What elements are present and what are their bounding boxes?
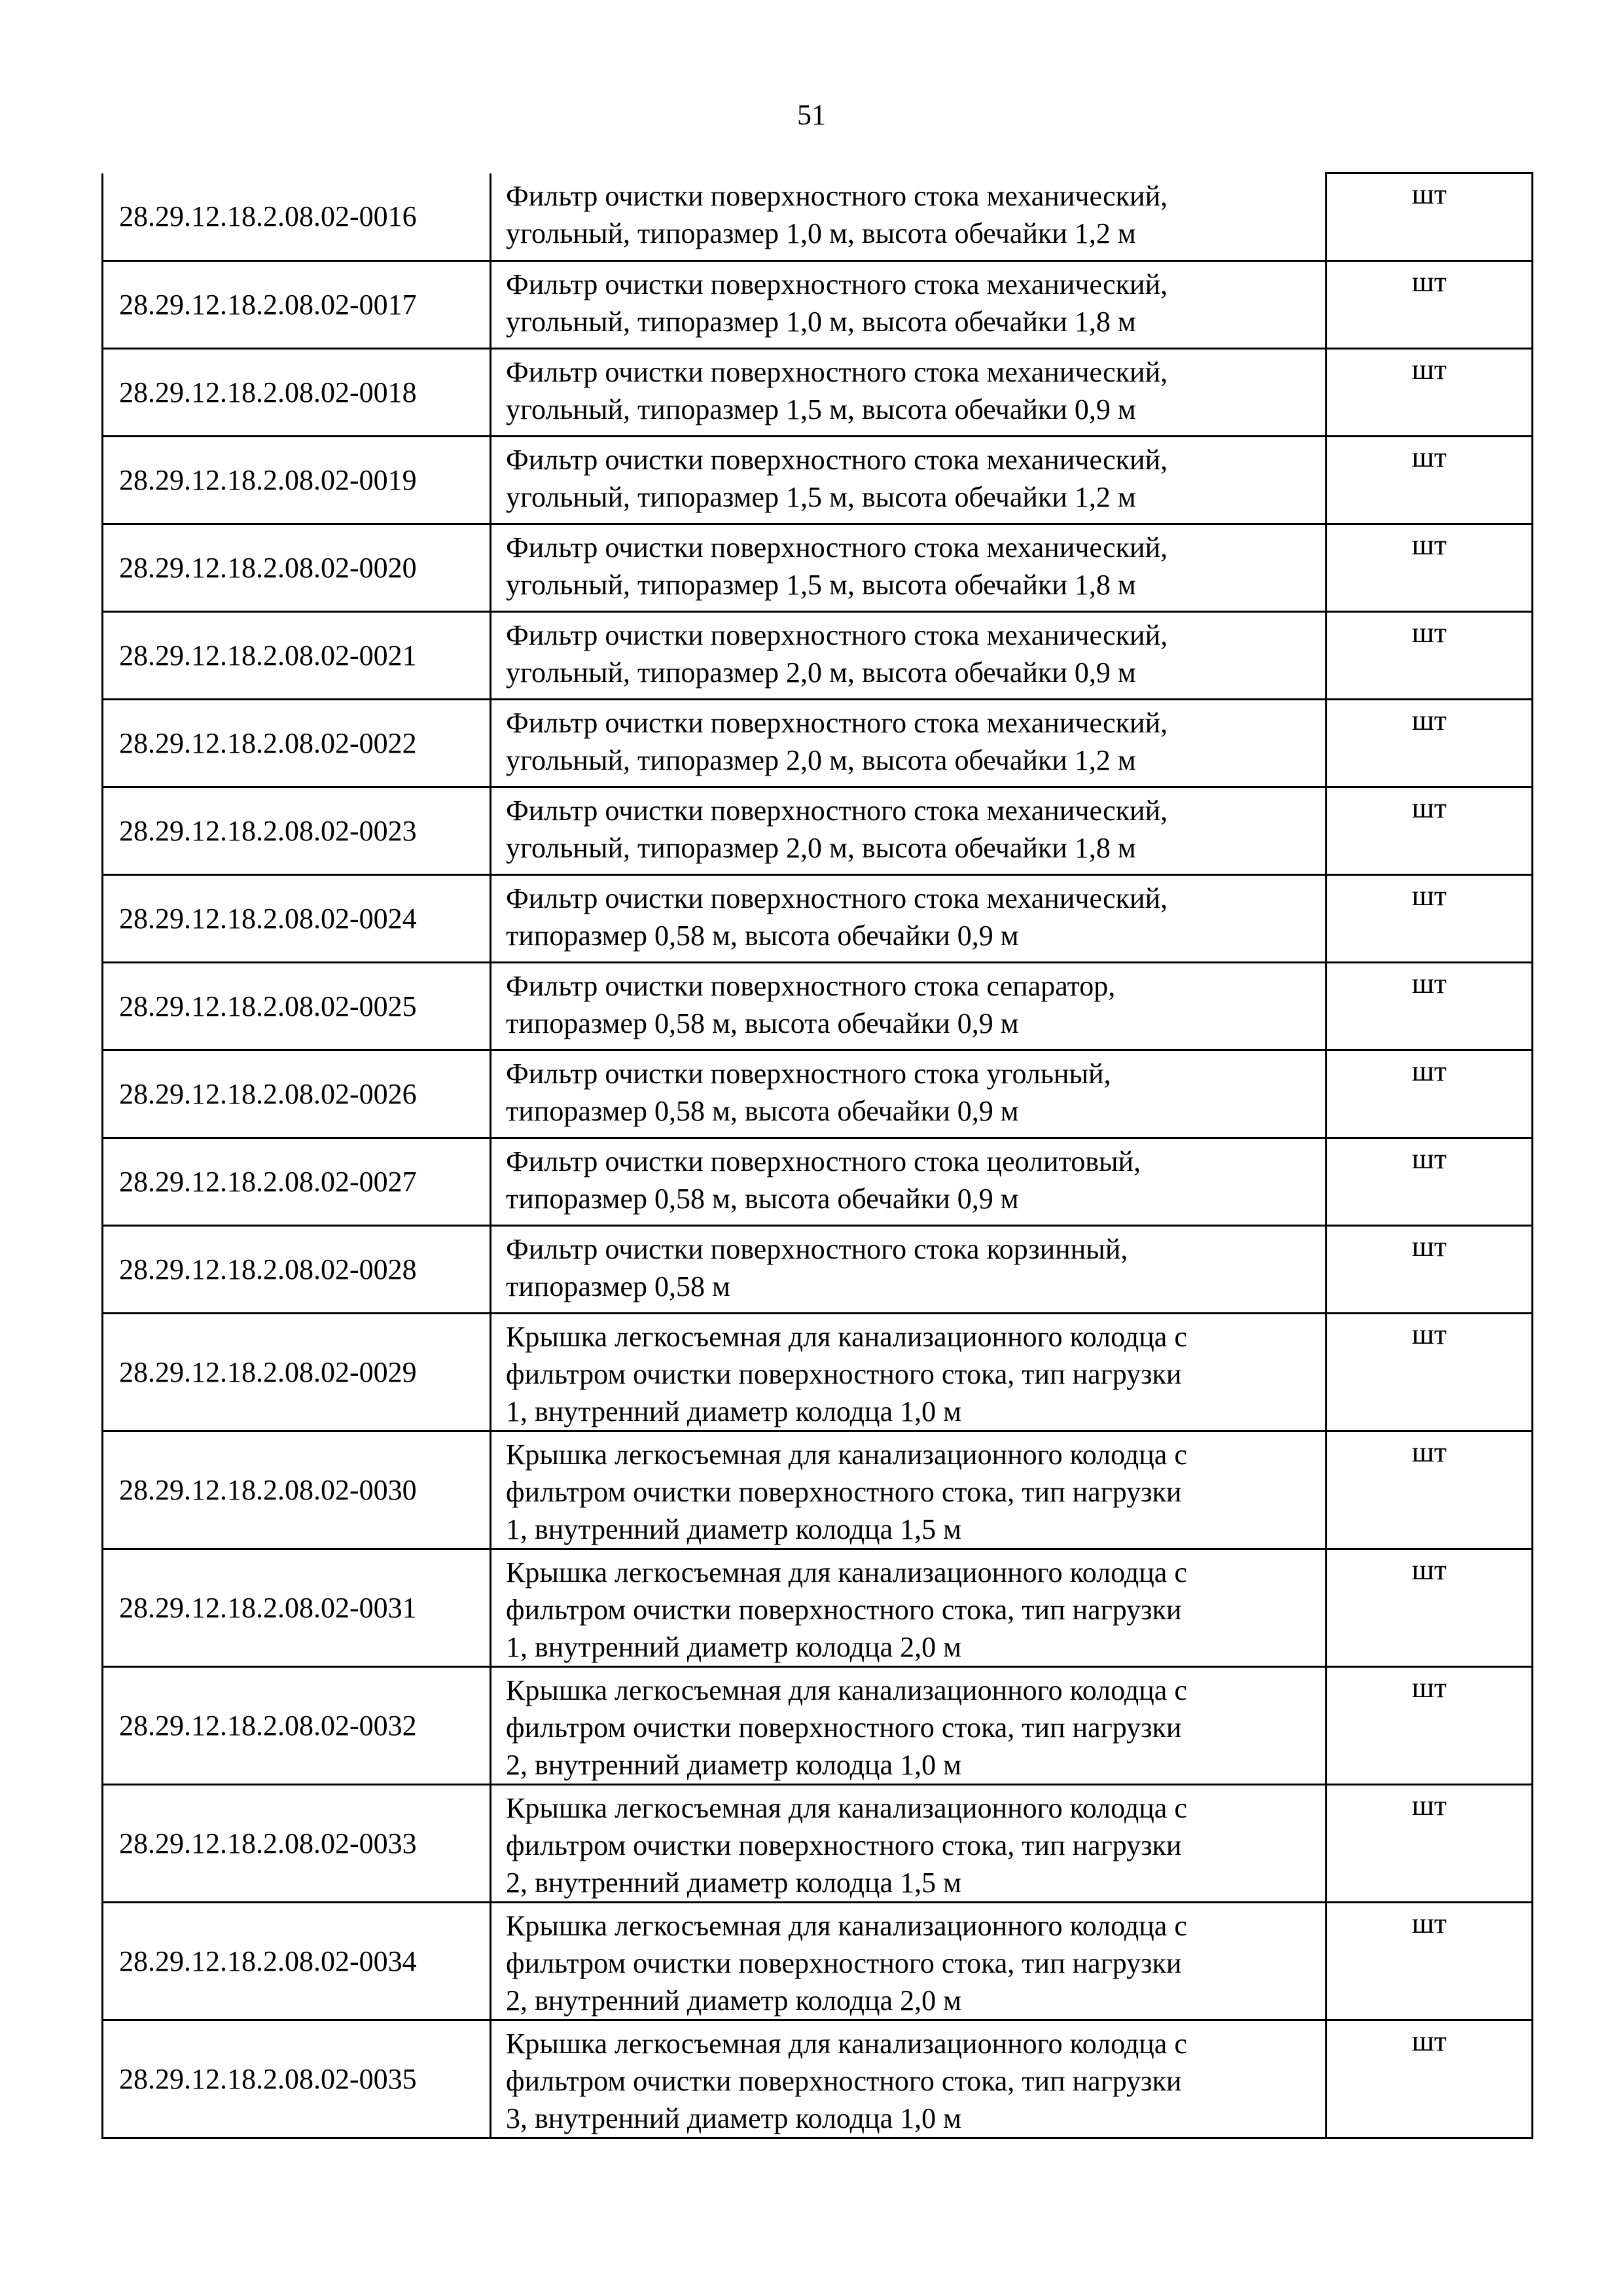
table-row <box>103 700 1533 787</box>
resource-name <box>491 349 1327 437</box>
resource-code: 28.29.12.18.2.08.02-0018 <box>103 349 491 437</box>
resource-name <box>491 787 1327 875</box>
resource-unit: шт <box>1327 1431 1533 1549</box>
table-row <box>103 1226 1533 1314</box>
resource-name <box>491 1226 1327 1314</box>
resource-name-line: угольный, типоразмер 2,0 м, высота обечайки 1,2 м <box>506 744 1136 776</box>
table-row <box>103 1050 1533 1138</box>
resource-name-line: фильтром очистки поверхностного стока, тип нагрузки <box>506 1712 1182 1744</box>
resource-name-line: Крышка легкосъемная для канализационного колодца с <box>506 2028 1187 2060</box>
resource-name-line: Фильтр очистки поверхностного стока механический, <box>506 882 1168 914</box>
resource-name-line: Фильтр очистки поверхностного стока угольный, <box>506 1058 1111 1090</box>
resource-name-line: типоразмер 0,58 м <box>506 1270 730 1302</box>
table-row <box>103 1431 1533 1549</box>
resource-name <box>491 1667 1327 1785</box>
table-row <box>103 963 1533 1050</box>
resource-unit: шт <box>1327 173 1533 261</box>
resource-name-line: фильтром очистки поверхностного стока, тип нагрузки <box>506 2065 1182 2097</box>
resource-code: 28.29.12.18.2.08.02-0024 <box>103 875 491 963</box>
resource-name-line: типоразмер 0,58 м, высота обечайки 0,9 м <box>506 1007 1019 1039</box>
table-row <box>103 349 1533 437</box>
resource-unit: шт <box>1327 700 1533 787</box>
resource-code: 28.29.12.18.2.08.02-0033 <box>103 1785 491 1903</box>
table-row <box>103 2020 1533 2138</box>
resource-code: 28.29.12.18.2.08.02-0019 <box>103 437 491 524</box>
resource-code: 28.29.12.18.2.08.02-0021 <box>103 612 491 700</box>
resource-name-line: угольный, типоразмер 1,5 м, высота обечайки 0,9 м <box>506 393 1136 425</box>
resource-name <box>491 437 1327 524</box>
resource-unit: шт <box>1327 524 1533 612</box>
resource-code: 28.29.12.18.2.08.02-0026 <box>103 1050 491 1138</box>
resource-unit: шт <box>1327 1226 1533 1314</box>
resource-name-line: Фильтр очистки поверхностного стока механический, <box>506 795 1168 827</box>
resource-code: 28.29.12.18.2.08.02-0027 <box>103 1138 491 1226</box>
resource-name-line: Фильтр очистки поверхностного стока сепаратор, <box>506 970 1116 1002</box>
resource-name-line: 1, внутренний диаметр колодца 1,5 м <box>506 1513 961 1545</box>
resource-name <box>491 1549 1327 1667</box>
resource-name-line: типоразмер 0,58 м, высота обечайки 0,9 м <box>506 1095 1019 1127</box>
resource-name-line: 2, внутренний диаметр колодца 1,5 м <box>506 1867 961 1899</box>
resource-code: 28.29.12.18.2.08.02-0025 <box>103 963 491 1050</box>
resource-name-line: фильтром очистки поверхностного стока, тип нагрузки <box>506 1947 1182 1979</box>
resource-name-line: Крышка легкосъемная для канализационного колодца с <box>506 1321 1187 1353</box>
resource-name-line: угольный, типоразмер 1,0 м, высота обечайки 1,2 м <box>506 217 1136 249</box>
resource-name-line: фильтром очистки поверхностного стока, тип нагрузки <box>506 1476 1182 1508</box>
resource-name-line: Крышка легкосъемная для канализационного колодца с <box>506 1556 1187 1588</box>
table-row <box>103 437 1533 524</box>
resource-name <box>491 1314 1327 1431</box>
resource-name-line: 1, внутренний диаметр колодца 1,0 м <box>506 1395 961 1427</box>
resource-code: 28.29.12.18.2.08.02-0023 <box>103 787 491 875</box>
table-row <box>103 1785 1533 1903</box>
resource-name <box>491 875 1327 963</box>
resource-name <box>491 524 1327 612</box>
resource-unit: шт <box>1327 1314 1533 1431</box>
resource-name-line: 3, внутренний диаметр колодца 1,0 м <box>506 2102 961 2134</box>
resource-table-body <box>103 173 1533 2138</box>
resource-name-line: 2, внутренний диаметр колодца 2,0 м <box>506 1984 961 2017</box>
resource-name-line: Крышка легкосъемная для канализационного колодца с <box>506 1674 1187 1706</box>
resource-unit: шт <box>1327 437 1533 524</box>
resource-code: 28.29.12.18.2.08.02-0028 <box>103 1226 491 1314</box>
table-row <box>103 1314 1533 1431</box>
resource-unit: шт <box>1327 787 1533 875</box>
page-number: 51 <box>797 99 826 131</box>
resource-name <box>491 612 1327 700</box>
resource-name-line: Крышка легкосъемная для канализационного колодца с <box>506 1792 1187 1824</box>
resource-name-line: Фильтр очистки поверхностного стока механический, <box>506 179 1168 212</box>
resource-name-line: типоразмер 0,58 м, высота обечайки 0,9 м <box>506 920 1019 952</box>
table-row <box>103 261 1533 349</box>
resource-name-line: Фильтр очистки поверхностного стока цеолитовый, <box>506 1145 1141 1177</box>
resource-name-line: 1, внутренний диаметр колодца 2,0 м <box>506 1631 961 1663</box>
resource-name-line: Фильтр очистки поверхностного стока механический, <box>506 707 1168 739</box>
resource-unit: шт <box>1327 1667 1533 1785</box>
resource-unit: шт <box>1327 2020 1533 2138</box>
resource-name-line: 2, внутренний диаметр колодца 1,0 м <box>506 1749 961 1781</box>
resource-unit: шт <box>1327 1138 1533 1226</box>
resource-table <box>101 172 1533 2139</box>
resource-name <box>491 1431 1327 1549</box>
resource-name-line: Фильтр очистки поверхностного стока механический, <box>506 531 1168 564</box>
resource-code: 28.29.12.18.2.08.02-0020 <box>103 524 491 612</box>
table-row <box>103 1138 1533 1226</box>
resource-name-line: фильтром очистки поверхностного стока, тип нагрузки <box>506 1594 1182 1626</box>
resource-unit: шт <box>1327 1549 1533 1667</box>
resource-name-line: Фильтр очистки поверхностного стока механический, <box>506 268 1168 300</box>
resource-name-line: угольный, типоразмер 1,5 м, высота обечайки 1,2 м <box>506 481 1136 513</box>
resource-name-line: угольный, типоразмер 2,0 м, высота обечайки 0,9 м <box>506 656 1136 689</box>
resource-name-line: Фильтр очистки поверхностного стока корзинный, <box>506 1233 1128 1265</box>
resource-code: 28.29.12.18.2.08.02-0017 <box>103 261 491 349</box>
resource-name <box>491 261 1327 349</box>
resource-code: 28.29.12.18.2.08.02-0030 <box>103 1431 491 1549</box>
resource-unit: шт <box>1327 1903 1533 2020</box>
resource-name-line: угольный, типоразмер 1,0 м, высота обечайки 1,8 м <box>506 306 1136 338</box>
resource-name-line: Крышка легкосъемная для канализационного колодца с <box>506 1439 1187 1471</box>
resource-code: 28.29.12.18.2.08.02-0034 <box>103 1903 491 2020</box>
table-row <box>103 787 1533 875</box>
resource-name-line: типоразмер 0,58 м, высота обечайки 0,9 м <box>506 1183 1019 1215</box>
table-row <box>103 1667 1533 1785</box>
resource-unit: шт <box>1327 1785 1533 1903</box>
resource-code: 28.29.12.18.2.08.02-0035 <box>103 2020 491 2138</box>
resource-name <box>491 1785 1327 1903</box>
resource-name-line: Фильтр очистки поверхностного стока механический, <box>506 619 1168 651</box>
resource-unit: шт <box>1327 349 1533 437</box>
resource-name <box>491 1903 1327 2020</box>
resource-code: 28.29.12.18.2.08.02-0032 <box>103 1667 491 1785</box>
resource-code: 28.29.12.18.2.08.02-0016 <box>103 173 491 261</box>
resource-code: 28.29.12.18.2.08.02-0022 <box>103 700 491 787</box>
table-row <box>103 1903 1533 2020</box>
table-row <box>103 524 1533 612</box>
resource-name-line: угольный, типоразмер 1,5 м, высота обечайки 1,8 м <box>506 569 1136 601</box>
resource-name-line: Фильтр очистки поверхностного стока механический, <box>506 444 1168 476</box>
resource-name-line: угольный, типоразмер 2,0 м, высота обечайки 1,8 м <box>506 832 1136 864</box>
resource-unit: шт <box>1327 1050 1533 1138</box>
resource-name-line: Крышка легкосъемная для канализационного колодца с <box>506 1910 1187 1942</box>
resource-name-line: Фильтр очистки поверхностного стока механический, <box>506 356 1168 388</box>
table-row <box>103 612 1533 700</box>
resource-name <box>491 1050 1327 1138</box>
resource-unit: шт <box>1327 261 1533 349</box>
table-row <box>103 1549 1533 1667</box>
resource-name-line: фильтром очистки поверхностного стока, тип нагрузки <box>506 1829 1182 1861</box>
table-row <box>103 875 1533 963</box>
resource-name <box>491 2020 1327 2138</box>
resource-code: 28.29.12.18.2.08.02-0029 <box>103 1314 491 1431</box>
resource-name <box>491 173 1327 261</box>
resource-name <box>491 1138 1327 1226</box>
resource-name <box>491 963 1327 1050</box>
resource-code: 28.29.12.18.2.08.02-0031 <box>103 1549 491 1667</box>
resource-unit: шт <box>1327 875 1533 963</box>
resource-unit: шт <box>1327 963 1533 1050</box>
resource-name-line: фильтром очистки поверхностного стока, тип нагрузки <box>506 1358 1182 1390</box>
table-row <box>103 173 1533 261</box>
resource-unit: шт <box>1327 612 1533 700</box>
resource-name <box>491 700 1327 787</box>
